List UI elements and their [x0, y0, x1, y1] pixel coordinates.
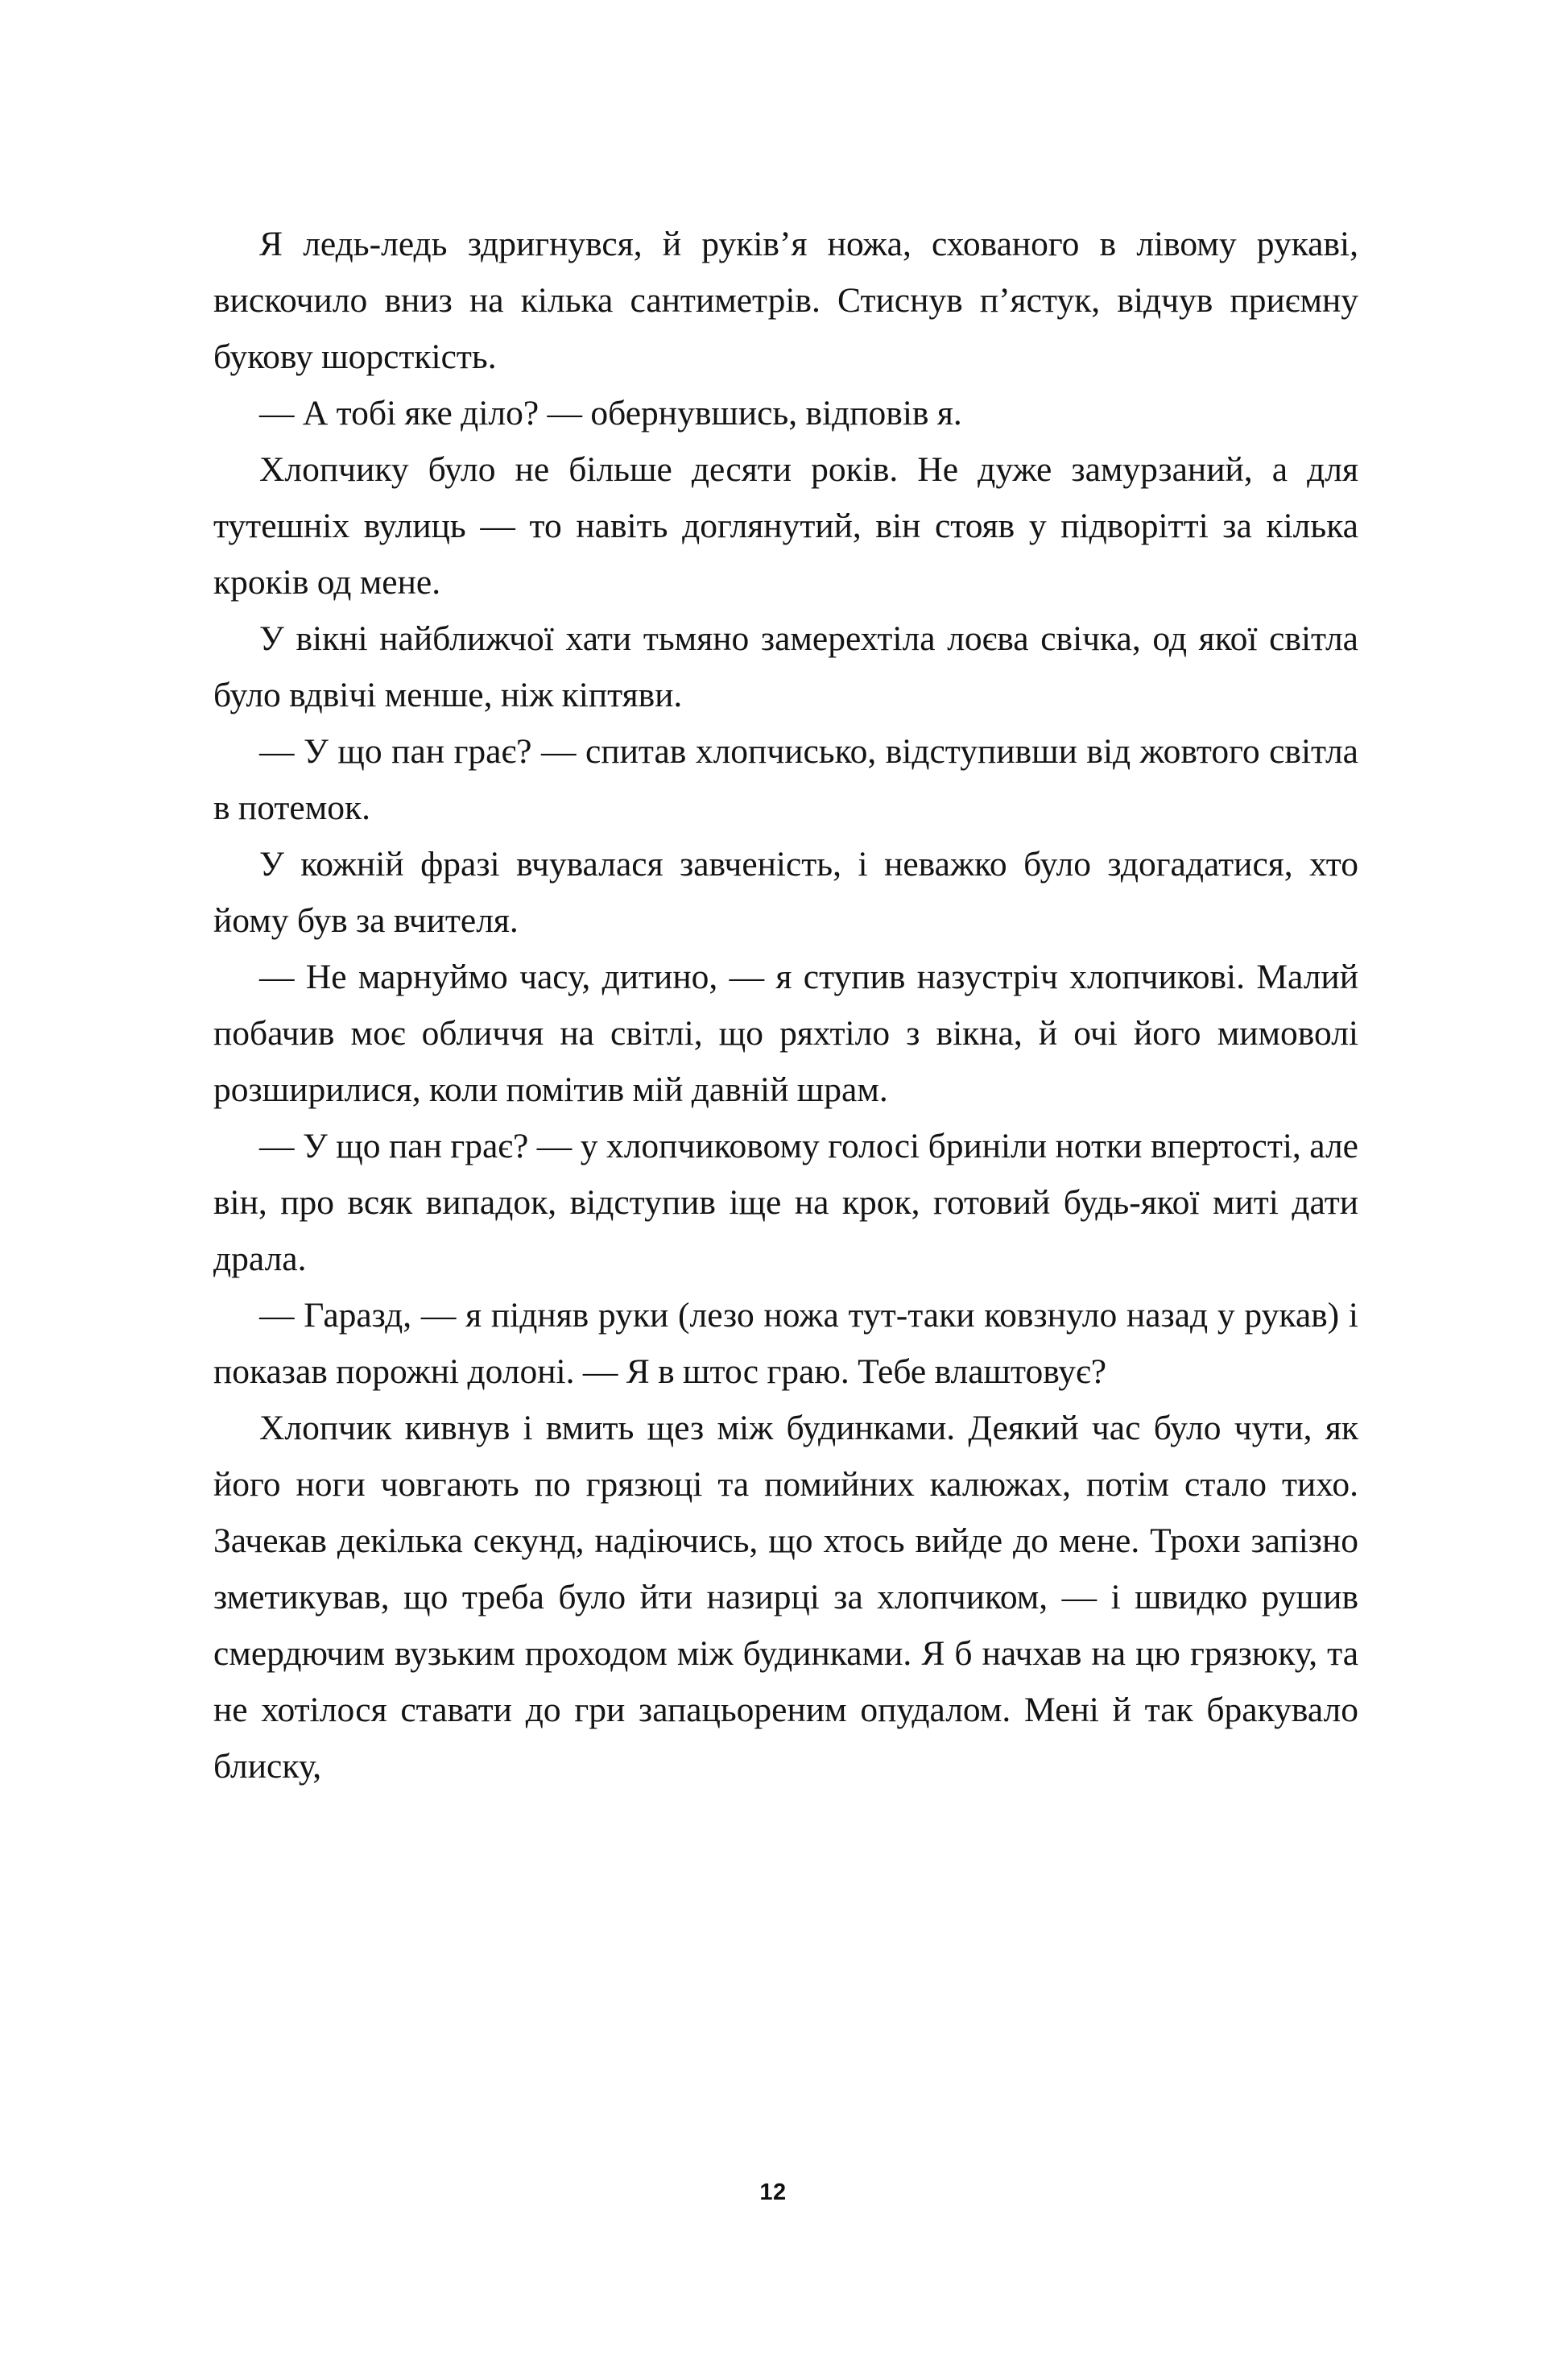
paragraph: — А тобі яке діло? — обернувшись, відповів я.: [259, 394, 962, 433]
paragraph: У кожній фразі вчувалася завченість, і неважко було здогадатися, хто йому був за вчителя.: [213, 845, 1358, 940]
paragraph: Я ледь-ледь здригнувся, й руків’я ножа, схованого в лівому рукаві, вискочило вниз на кілька сантиметрів. Стиснув п’ястук, відчув приємну букову шорсткість.: [213, 225, 1358, 376]
paragraph: У вікні найближчої хати тьмяно замерехтіла лоєва свічка, од якої світла було вдвічі менше, ніж кіптяви.: [213, 619, 1358, 714]
paragraph: — У що пан грає? — спитав хлопчисько, відступивши від жовтого світла в потемок.: [213, 732, 1358, 827]
paragraph: Хлопчику було не більше десяти років. Не дуже замурзаний, а для тутешніх вулиць — то навіть доглянутий, він стояв у підворітті за кілька кроків од мене.: [213, 450, 1358, 602]
paragraph: — Гаразд, — я підняв руки (лезо ножа тут-таки ковзнуло назад у рукав) і показав порожні долоні. — Я в штос граю. Тебе влаштовує?: [213, 1296, 1358, 1391]
page-number: 12: [759, 2179, 787, 2205]
paragraph: — Не марнуймо часу, дитино, — я ступив назустріч хлопчикові. Малий побачив моє обличчя на світлі, що ряхтіло з вікна, й очі його мимоволі розширилися, коли помітив мій давній шрам.: [213, 958, 1358, 1109]
paragraph: Хлопчик кивнув і вмить щез між будинками. Деякий час було чути, як його ноги човгають по грязюці та помийних калюжах, потім стало тихо. Зачекав декілька секунд, надіючись, що хтось вийде до мене. Трохи запізно зметикував, що треба було йти назирці за хлопчиком, — і швидко рушив смердючим вузьким проходом між будинками. Я б начхав на цю грязюку, та не хотілося ставати до гри запацьореним опудалом. Мені й так бракувало блиску,: [213, 1409, 1358, 1786]
paragraph: — У що пан грає? — у хлопчиковому голосі бриніли нотки впертості, але він, про всяк випадок, відступив іще на крок, готовий будь-якої миті дати драла.: [213, 1127, 1358, 1278]
body-text-block: [213, 216, 1358, 1794]
